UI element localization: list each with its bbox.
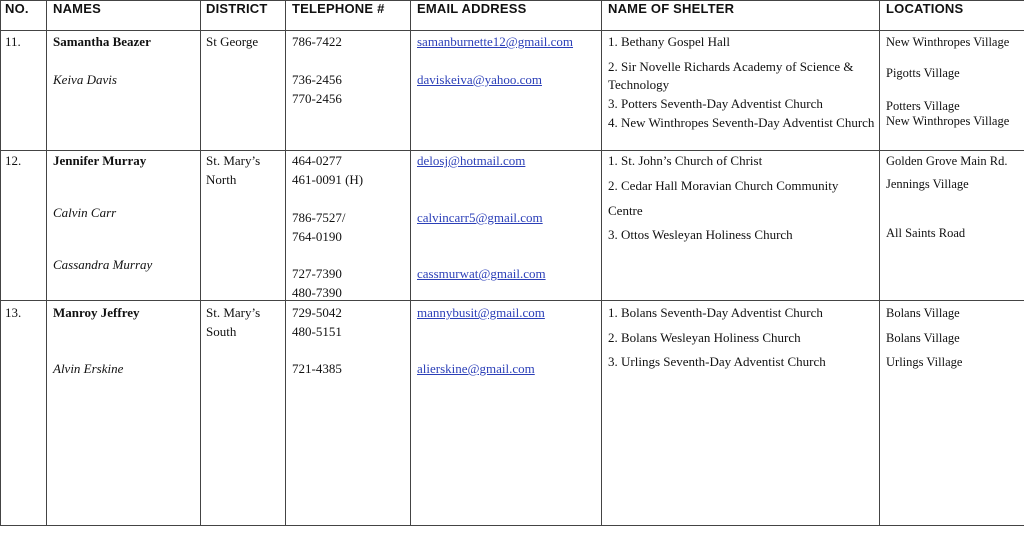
column-divider xyxy=(0,0,1,526)
telephone: 729-5042 xyxy=(292,305,342,320)
telephone: 770-2456 xyxy=(292,91,342,106)
shelter-name: 3. Potters Seventh-Day Adventist Church xyxy=(608,96,823,111)
location: Bolans Village xyxy=(886,331,960,345)
column-divider xyxy=(200,0,201,526)
telephone: 464-0277 xyxy=(292,153,342,168)
telephone: 480-7390 xyxy=(292,285,342,300)
shelter-name: 1. St. John’s Church of Christ xyxy=(608,153,763,168)
telephone: 480-5151 xyxy=(292,324,342,339)
shelter-name: 1. Bolans Seventh-Day Adventist Church xyxy=(608,305,823,320)
row-number: 13. xyxy=(5,305,22,320)
secondary-contact-name: Keiva Davis xyxy=(53,72,117,87)
header-telephone: TELEPHONE # xyxy=(292,1,385,16)
email-link[interactable]: alierskine@gmail.com xyxy=(417,361,535,376)
row-number: 12. xyxy=(5,153,22,168)
telephone: 764-0190 xyxy=(292,229,342,244)
column-divider xyxy=(410,0,411,526)
column-divider xyxy=(879,0,880,526)
secondary-contact-name: Calvin Carr xyxy=(53,205,117,220)
header-shelter: NAME OF SHELTER xyxy=(608,1,735,16)
secondary-contact-name: Cassandra Murray xyxy=(53,257,153,272)
shelter-name: Centre xyxy=(608,203,643,218)
row-divider xyxy=(0,150,1024,151)
email-link[interactable]: daviskeiva@yahoo.com xyxy=(417,72,542,87)
primary-contact-name: Manroy Jeffrey xyxy=(53,305,140,320)
column-divider xyxy=(285,0,286,526)
table-border-bottom xyxy=(0,525,1024,526)
header-divider xyxy=(0,30,1024,31)
shelter-name: 1. Bethany Gospel Hall xyxy=(608,34,731,49)
telephone: 461-0091 (H) xyxy=(292,172,364,187)
secondary-contact-name: Alvin Erskine xyxy=(53,361,124,376)
telephone: 786-7422 xyxy=(292,34,342,49)
shelter-name: 2. Cedar Hall Moravian Church Community xyxy=(608,178,839,193)
row-number: 11. xyxy=(5,34,21,49)
telephone: 727-7390 xyxy=(292,266,342,281)
header-names: NAMES xyxy=(53,1,101,16)
telephone: 786-7527/ xyxy=(292,210,346,225)
email-link[interactable]: mannybusit@gmail.com xyxy=(417,305,545,320)
location: Jennings Village xyxy=(886,177,969,191)
primary-contact-name: Jennifer Murray xyxy=(53,153,147,168)
shelter-name: 2. Sir Novelle Richards Academy of Science & Technology xyxy=(608,59,854,92)
telephone: 736-2456 xyxy=(292,72,342,87)
location: New Winthropes Village xyxy=(886,114,1010,128)
district: North xyxy=(206,172,237,187)
shelter-name: 4. New Winthropes Seventh-Day Adventist Church xyxy=(608,115,875,130)
header-locations: LOCATIONS xyxy=(886,1,964,16)
header-district: DISTRICT xyxy=(206,1,268,16)
location: Golden Grove Main Rd. xyxy=(886,154,1008,168)
header-no: NO. xyxy=(5,1,29,16)
location: Urlings Village xyxy=(886,355,963,369)
shelter-name: 2. Bolans Wesleyan Holiness Church xyxy=(608,330,801,345)
district: St George xyxy=(206,34,259,49)
location: Potters Village xyxy=(886,99,960,113)
location: All Saints Road xyxy=(886,226,966,240)
email-link[interactable]: samanburnette12@gmail.com xyxy=(417,34,574,49)
location: Bolans Village xyxy=(886,306,960,320)
location: New Winthropes Village xyxy=(886,35,1010,49)
shelter-name: 3. Urlings Seventh-Day Adventist Church xyxy=(608,354,826,369)
shelter-name: 3. Ottos Wesleyan Holiness Church xyxy=(608,227,793,242)
location: Pigotts Village xyxy=(886,66,960,80)
column-divider xyxy=(46,0,47,526)
primary-contact-name: Samantha Beazer xyxy=(53,34,151,49)
district: St. Mary’s xyxy=(206,153,261,168)
email-link[interactable]: delosj@hotmail.com xyxy=(417,153,526,168)
district: St. Mary’s xyxy=(206,305,261,320)
row-divider xyxy=(0,300,1024,301)
telephone: 721-4385 xyxy=(292,361,342,376)
email-link[interactable]: calvincarr5@gmail.com xyxy=(417,210,543,225)
header-email: EMAIL ADDRESS xyxy=(417,1,527,16)
district: South xyxy=(206,324,237,339)
column-divider xyxy=(601,0,602,526)
email-link[interactable]: cassmurwat@gmail.com xyxy=(417,266,546,281)
